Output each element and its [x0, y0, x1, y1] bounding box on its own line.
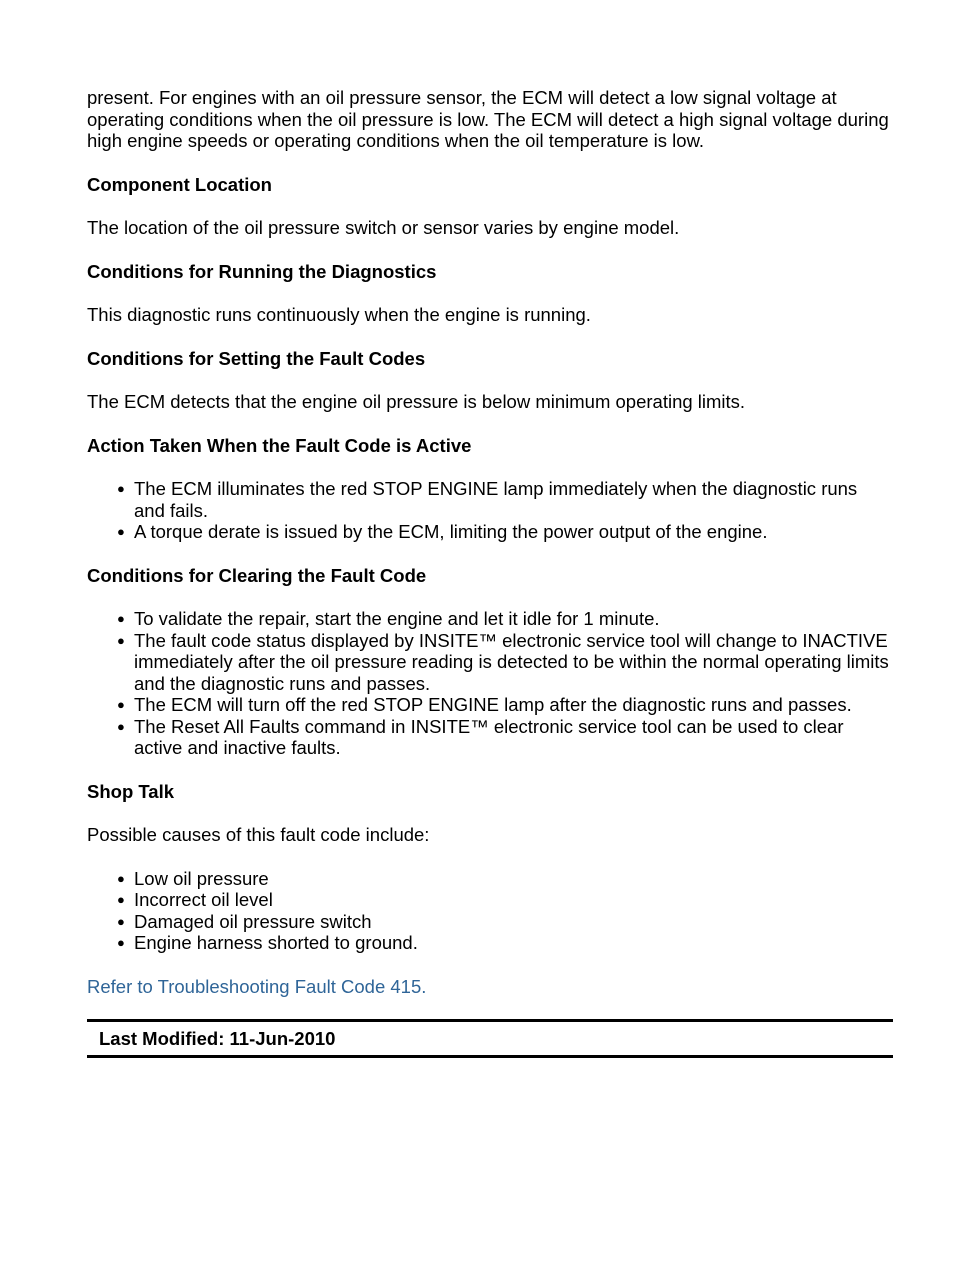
document-page — [87, 87, 893, 1058]
clearing-conditions-list — [87, 608, 893, 759]
fault-code-415-link[interactable]: Refer to Troubleshooting Fault Code 415. — [87, 975, 427, 997]
list-item — [117, 867, 893, 890]
list-item — [117, 521, 893, 543]
bullet-icon: ● — [117, 524, 125, 539]
list-item — [117, 629, 893, 695]
list-item-text: The ECM illuminates the red STOP ENGINE lamp immediately when the diagnostic runs and fails. — [134, 478, 858, 521]
footer-bar — [87, 1019, 893, 1058]
bullet-icon: ● — [117, 632, 125, 648]
setting-conditions-text: The ECM detects that the engine oil pressure is below minimum operating limits. — [87, 391, 746, 412]
setting-conditions-heading: Conditions for Setting the Fault Codes — [87, 347, 426, 369]
list-item-text: Engine harness shorted to ground. — [134, 932, 418, 953]
component-location-heading: Component Location — [87, 173, 272, 195]
list-item-text: Incorrect oil level — [134, 889, 273, 910]
bullet-icon: ● — [117, 697, 125, 712]
reference-link-row — [87, 976, 893, 998]
running-conditions-heading: Conditions for Running the Diagnostics — [87, 260, 437, 282]
possible-causes-list — [87, 868, 893, 954]
component-location-text: The location of the oil pressure switch or sensor varies by engine model. — [87, 217, 680, 238]
list-item-text: Low oil pressure — [134, 867, 269, 889]
list-item — [117, 715, 893, 759]
bullet-icon: ● — [117, 870, 125, 886]
intro-paragraph: present. For engines with an oil pressure sensor, the ECM will detect a low signal voltage at operating conditions when the oil pressure is low. The ECM will detect a high signal voltage during high engine speeds or operating conditions when the oil temperature is low. — [87, 87, 889, 151]
bullet-icon: ● — [117, 935, 125, 950]
action-taken-heading: Action Taken When the Fault Code is Active — [87, 434, 472, 456]
list-item — [117, 608, 893, 630]
bullet-icon: ● — [117, 481, 125, 496]
list-item — [117, 889, 893, 911]
bullet-icon: ● — [117, 892, 125, 907]
shop-talk-text: Possible causes of this fault code include: — [87, 824, 430, 845]
list-item-text: To validate the repair, start the engine and let it idle for 1 minute. — [134, 608, 660, 629]
action-taken-list — [87, 478, 893, 543]
list-item — [117, 694, 893, 716]
bullet-icon: ● — [117, 611, 125, 626]
list-item-text: A torque derate is issued by the ECM, limiting the power output of the engine. — [134, 521, 768, 542]
list-item — [117, 478, 893, 521]
list-item-text: The fault code status displayed by INSITE™ electronic service tool will change to INACTIVE immediately after the oil pressure reading is detected to be within the normal operating limits and the diagnostic runs and passes. — [134, 629, 889, 694]
list-item — [117, 932, 893, 954]
list-item-text: The Reset All Faults command in INSITE™ electronic service tool can be used to clear active and inactive faults. — [134, 715, 844, 758]
bullet-icon: ● — [117, 913, 125, 929]
clearing-conditions-heading: Conditions for Clearing the Fault Code — [87, 564, 427, 586]
list-item — [117, 910, 893, 933]
running-conditions-text: This diagnostic runs continuously when the engine is running. — [87, 304, 591, 325]
last-modified-label: Last Modified: 11-Jun-2010 — [99, 1028, 336, 1049]
list-item-text: Damaged oil pressure switch — [134, 910, 372, 932]
bullet-icon: ● — [117, 718, 125, 734]
list-item-text: The ECM will turn off the red STOP ENGINE lamp after the diagnostic runs and passes. — [134, 694, 852, 715]
shop-talk-heading: Shop Talk — [87, 780, 175, 802]
